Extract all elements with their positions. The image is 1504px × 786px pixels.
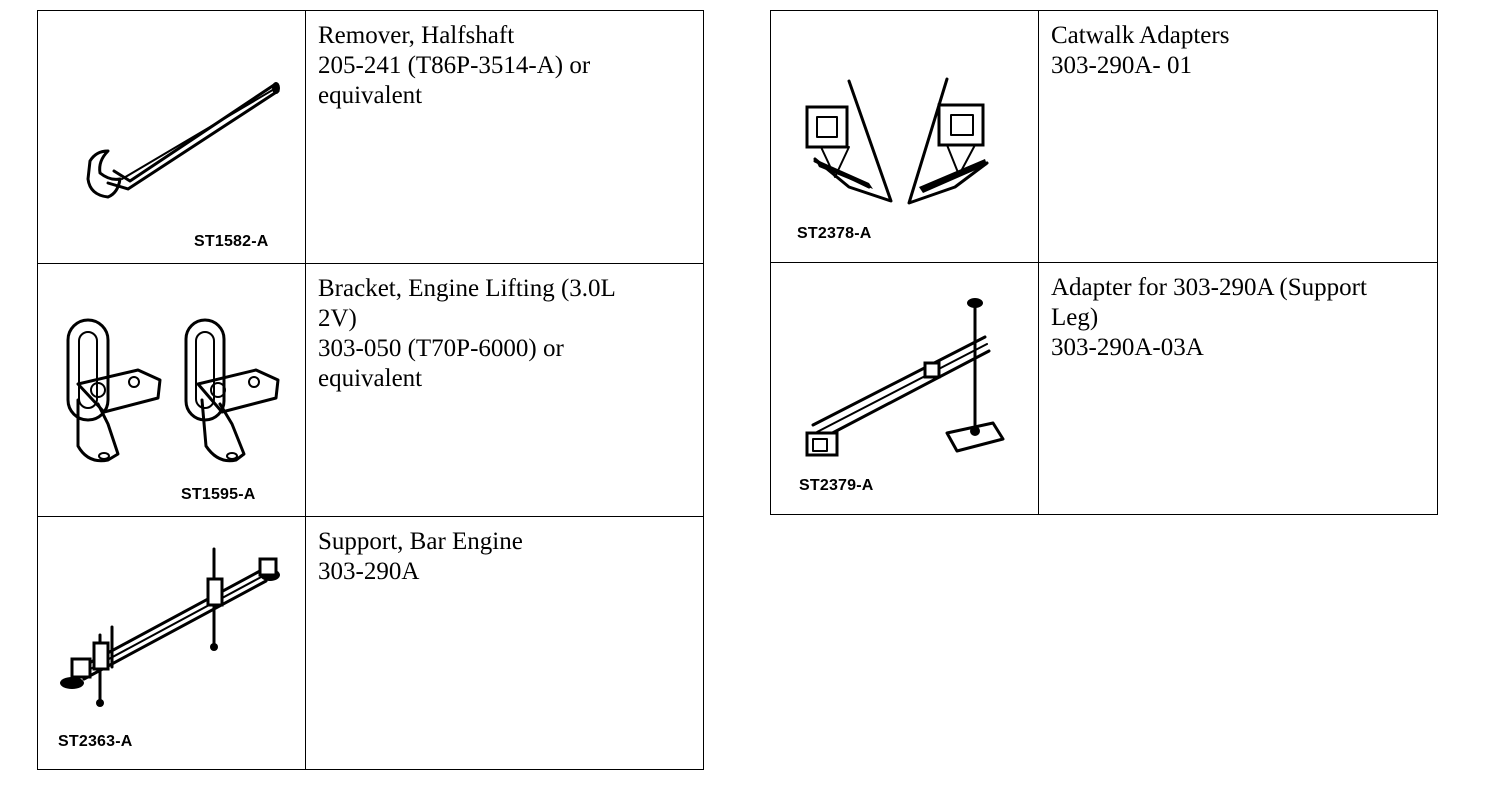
tool-note: equivalent	[318, 82, 423, 109]
tool-image-cell	[38, 517, 306, 770]
tool-description-cell	[306, 11, 704, 264]
tool-description-cell	[1039, 263, 1438, 515]
engine-support-bar-icon	[38, 517, 305, 769]
tool-number: 303-050 (T70P-6000) or	[318, 335, 564, 362]
tool-number: 303-290A	[318, 558, 420, 585]
tool-name: Adapter for 303-290A (Support	[1051, 274, 1367, 301]
tool-code: ST1582-A	[194, 233, 269, 250]
tool-code: ST2378-A	[797, 225, 872, 242]
tool-row	[38, 11, 704, 264]
tool-name: Bracket, Engine Lifting (3.0L	[318, 275, 616, 302]
engine-lifting-bracket-icon	[38, 264, 305, 516]
tool-description-cell	[306, 264, 704, 517]
special-tools-table-left	[37, 10, 704, 770]
tool-row	[38, 264, 704, 517]
tool-note: equivalent	[318, 365, 423, 392]
tool-name: Remover, Halfshaft	[318, 22, 515, 49]
tool-code: ST1595-A	[181, 486, 256, 503]
tool-number: 303-290A- 01	[1051, 52, 1192, 79]
tool-image-cell	[771, 263, 1039, 515]
tool-image-cell	[771, 11, 1039, 263]
tool-row	[771, 11, 1438, 263]
tool-row	[771, 263, 1438, 515]
tool-code: ST2363-A	[58, 733, 133, 750]
tool-description-cell	[306, 517, 704, 770]
tool-name: Support, Bar Engine	[318, 528, 523, 555]
tool-number: 205-241 (T86P-3514-A) or	[318, 52, 591, 79]
tool-image-cell	[38, 264, 306, 517]
tool-code: ST2379-A	[799, 477, 874, 494]
tool-row	[38, 517, 704, 770]
tool-name: Catwalk Adapters	[1051, 22, 1230, 49]
halfshaft-remover-icon	[38, 11, 305, 263]
tool-name-cont: Leg)	[1051, 304, 1099, 331]
tool-image-cell	[38, 11, 306, 264]
tool-number: 303-290A-03A	[1051, 334, 1204, 361]
tool-name-cont: 2V)	[318, 305, 357, 332]
special-tools-table-right	[770, 10, 1438, 515]
tool-description-cell	[1039, 11, 1438, 263]
